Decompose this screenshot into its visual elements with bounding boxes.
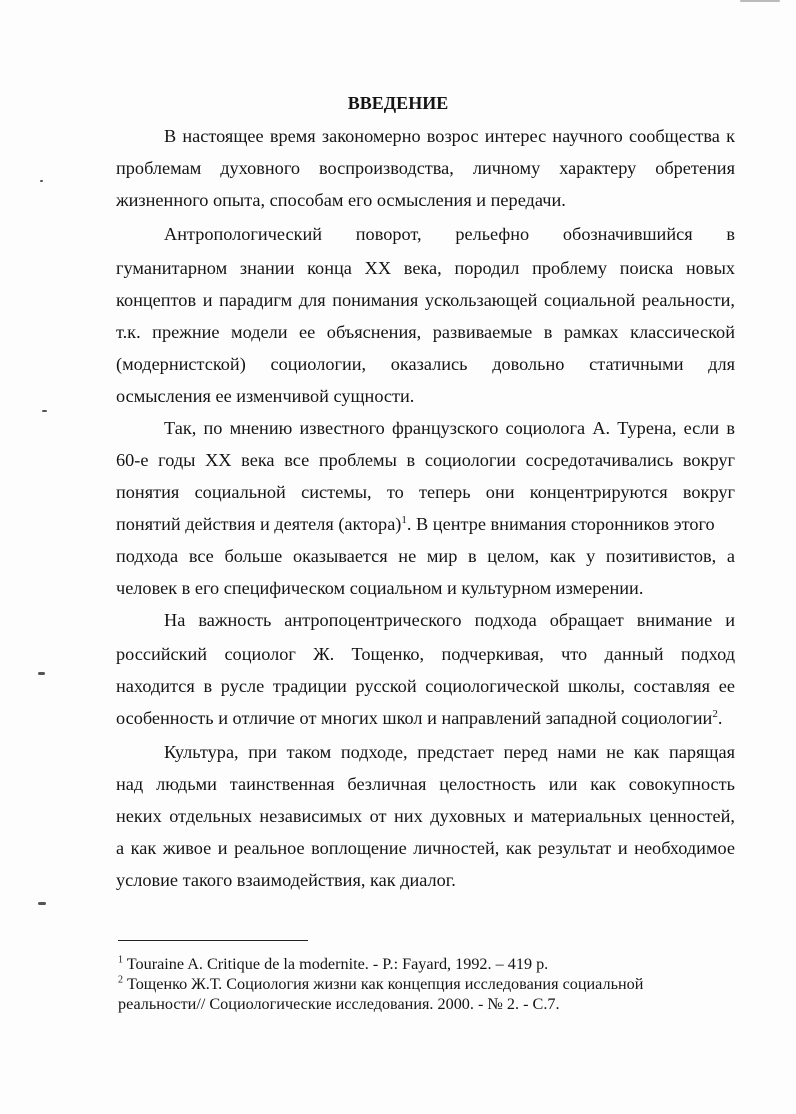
text-line: подхода все больше оказывается не мир в целом, как у позитивистов, а	[116, 546, 735, 566]
text-line: условие такого взаимодействия, как диалог.	[116, 870, 456, 890]
footnote-separator	[118, 940, 308, 941]
scan-speck	[42, 410, 47, 412]
text-fragment: .	[717, 708, 723, 728]
text-line	[116, 512, 735, 536]
text-line: над людьми таинственная безличная целостность или как совокупность	[116, 774, 735, 794]
text-line: проблемам духовного воспроизводства, личному характеру обретения	[116, 158, 735, 178]
page-title: ВВЕДЕНИЕ	[347, 93, 449, 113]
text-fragment: понятий действия и деятеля (актора)	[116, 514, 402, 534]
text-line: неких отдельных независимых от них духовных и материальных ценностей,	[116, 806, 735, 826]
footnote-text: Touraine A. Critique de la modernite. - P.: Fayard, 1992. – 419 p.	[126, 955, 549, 973]
footnote	[118, 974, 735, 994]
footnote-continuation: реальности// Социологические исследования. 2000. - № 2. - С.7.	[118, 995, 560, 1013]
text-line: российский социолог Ж. Тощенко, подчеркивая, что данный подход	[116, 644, 735, 664]
footnote-text: Тощенко Ж.Т. Социология жизни как концепция исследования социальной	[127, 975, 644, 993]
text-line: человек в его специфическом социальном и культурном измерении.	[116, 578, 644, 598]
text-line: т.к. прежние модели ее объяснения, развиваемые в рамках классической	[116, 322, 735, 342]
text-fragment: особенность и отличие от многих школ и направлений западной социологии	[116, 708, 713, 728]
scan-speck	[740, 0, 780, 2]
footnote-mark: 1	[118, 954, 123, 966]
text-line: 60-е годы XX века все проблемы в социологии сосредотачивались вокруг	[116, 450, 735, 470]
scan-speck	[38, 902, 46, 905]
text-line: находится в русле традиции русской социологической школы, составляя ее	[116, 676, 735, 696]
scan-speck	[38, 672, 45, 675]
text-line: жизненного опыта, способам его осмысления и передачи.	[116, 190, 566, 210]
text-line: понятия социальной системы, то теперь они концентрируются вокруг	[116, 482, 735, 502]
scan-speck	[40, 180, 43, 182]
text-line: гуманитарном знании конца XX века, породил проблему поиска новых	[116, 258, 735, 278]
text-line: Культура, при таком подходе, предстает перед нами не как парящая	[164, 742, 735, 762]
text-line: На важность антропоцентрического подхода обращает внимание и	[164, 610, 735, 630]
text-line: В настоящее время закономерно возрос интерес научного сообщества к	[164, 126, 735, 146]
text-line: Антропологический поворот, рельефно обозначившийся в	[164, 224, 735, 244]
footnote-ref: 1	[401, 513, 407, 526]
text-line: Так, по мнению известного французского социолога А. Турена, если в	[164, 418, 735, 438]
footnote-ref: 2	[712, 707, 718, 720]
text-line	[116, 706, 735, 730]
text-fragment: . В центре внимания сторонников этого	[406, 514, 715, 534]
text-line: концептов и парадигм для понимания ускользающей социальной реальности,	[116, 290, 735, 310]
footnote	[118, 954, 735, 974]
text-line: осмысления ее изменчивой сущности.	[116, 386, 415, 406]
text-line: а как живое и реальное воплощение личностей, как результат и необходимое	[116, 838, 735, 858]
text-line: (модернистской) социологии, оказались довольно статичными для	[116, 354, 735, 374]
footnote-mark: 2	[118, 974, 123, 986]
